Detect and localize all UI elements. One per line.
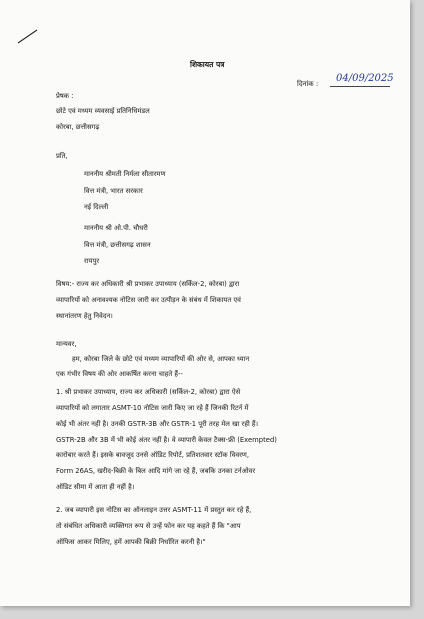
recipient-line: वित्त मंत्री, भारत सरकार — [84, 187, 143, 195]
subject-line: स्थानांतरण हेतु निवेदन। — [56, 312, 113, 320]
recipient-line: नई दिल्ली — [84, 203, 109, 211]
page-title: शिकायत पत्र — [190, 60, 225, 69]
recipient-line: वित्त मंत्री, छत्तीसगढ़ शासन — [84, 241, 151, 249]
subject-line: व्यापारियों को अनावश्यक नोटिस जारी कर उत्पीड़न के संबंध में शिकायत एवं — [56, 296, 241, 304]
recipient-line: माननीय श्री ओ.पी. चौधरी — [84, 224, 148, 232]
point1-line: कोई भी अंतर नहीं है। उनकी GSTR-3B और GSTR-1 पूरी तरह मेल खा रही हैं। — [56, 420, 259, 428]
pen-mark-icon — [17, 28, 39, 44]
date-underline — [330, 86, 390, 87]
recipient-line: रायपुर — [84, 257, 100, 265]
intro-line: हम, कोरबा जिले के छोटे एवं मध्यम व्यापारियों की ओर से, आपका ध्यान — [72, 355, 250, 363]
point1-line: Form 26AS, खरीद-बिक्री के बिल आदि मांगे जा रहे हैं, जबकि उनका टर्नओवर — [56, 467, 256, 475]
point2-line: ऑफिस आकर मिलिए, हमें आपकी बिक्री निर्धारित करनी है।" — [56, 538, 206, 546]
to-label: प्रति, — [56, 152, 68, 160]
intro-line: एक गंभीर विषय की ओर आकर्षित करना चाहते हैं-- — [56, 370, 183, 378]
sender-line: कोरबा, छत्तीसगढ़ — [56, 123, 100, 131]
recipient-line: माननीय श्रीमती निर्मला सीतारमण — [84, 170, 166, 178]
sender-label: प्रेषक : — [56, 92, 74, 100]
point1-line: 1. श्री प्रभाकर उपाध्याय, राज्य कर अधिकारी (सर्किल-2, कोरबा) द्वारा ऐसे — [56, 388, 241, 396]
point2-line: तो संबंधित अधिकारी व्यक्तिगत रूप से उन्हें फोन कर यह कहते हैं कि "आप — [56, 522, 241, 530]
point1-line: कारोबार करते हैं। इसके बावजूद उनसे ऑडिट रिपोर्ट, प्रतिशतवार स्टॉक विवरण, — [56, 451, 249, 459]
date-label: दिनांक : — [297, 80, 319, 88]
sender-line: छोटे एवं मध्यम व्यवसाई प्रतिनिधिमंडल — [56, 107, 150, 115]
salutation: मान्यवर, — [56, 340, 77, 348]
point1-line: GSTR-2B और 3B में भी कोई अंतर नहीं है। वे व्यापारी केवल टैक्स-फ्री (Exempted) — [56, 436, 277, 444]
point1-line: व्यापारियों को लगातार ASMT-10 नोटिस जारी किए जा रहे हैं जिनकी रिटर्न में — [56, 404, 249, 412]
point1-line: ऑडिट सीमा में आता ही नहीं है। — [56, 483, 135, 491]
subject-line: विषय:- राज्य कर अधिकारी श्री प्रभाकर उपाध्याय (सर्किल-2, कोरबा) द्वारा — [56, 280, 240, 288]
point2-line: 2. जब व्यापारी इस नोटिस का ऑनलाइन उत्तर ASMT-11 में प्रस्तुत कर रहे हैं, — [56, 506, 252, 514]
date-value: 04/09/2025 — [336, 73, 394, 84]
